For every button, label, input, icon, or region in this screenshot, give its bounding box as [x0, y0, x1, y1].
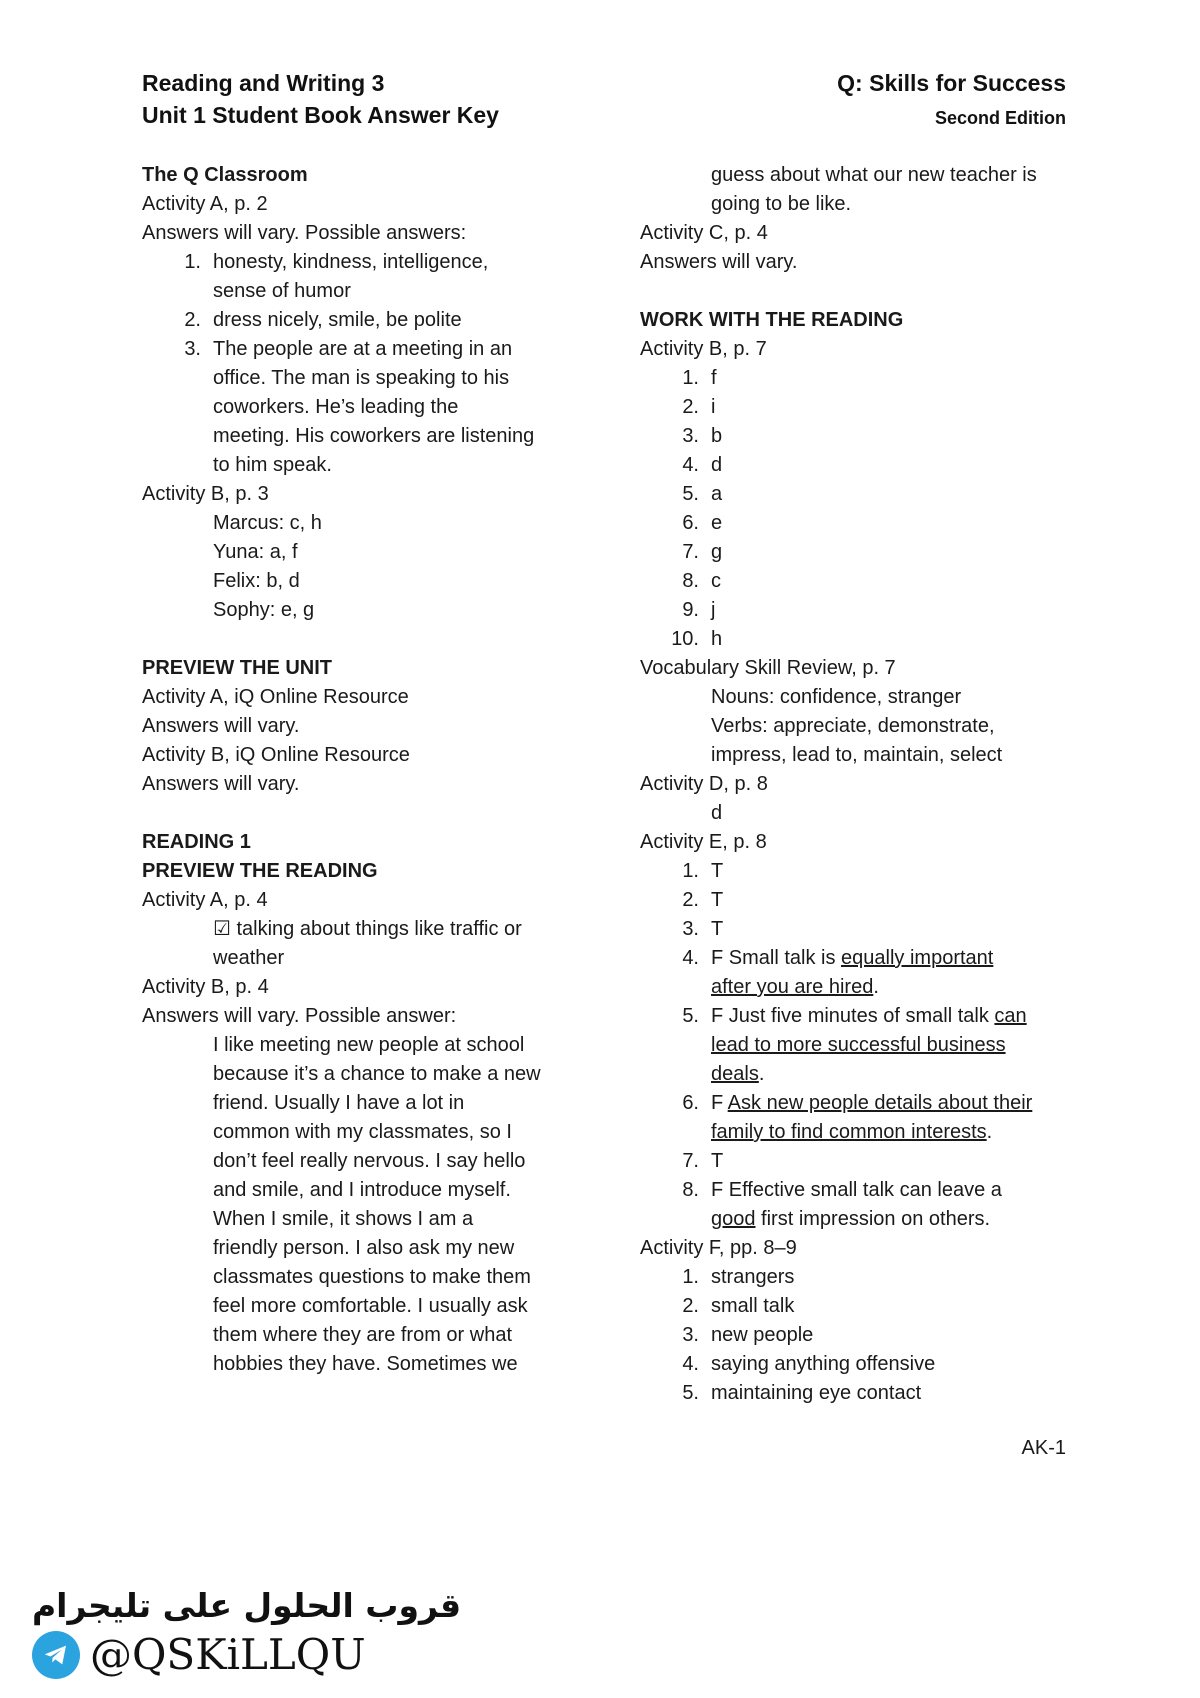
item-text: T [711, 860, 724, 882]
item-text: saying anything offensive [711, 1353, 936, 1375]
list-item [640, 1089, 1080, 1147]
watermark-handle-row [32, 1630, 366, 1679]
underlined-text: good [711, 1208, 756, 1230]
answer-line: and smile, and I introduce myself. [213, 1179, 511, 1201]
answer-line: going to be like. [711, 193, 852, 215]
header-title: Reading and Writing 3 [142, 70, 385, 96]
item-text: first impression on others. [755, 1208, 991, 1230]
item-text: F Small talk is [711, 947, 842, 969]
section-heading: PREVIEW THE READING [142, 860, 378, 882]
answer-line: Sophy: e, g [213, 599, 315, 621]
item-number: 4. [682, 1353, 699, 1375]
answer-intro: Answers will vary. Possible answers: [142, 222, 467, 244]
item-text: F Effective small talk can leave a [711, 1179, 1002, 1201]
answer-line: classmates questions to make them [213, 1266, 531, 1288]
item-number: 4. [682, 454, 699, 476]
answer-line: because it’s a chance to make a new [213, 1063, 541, 1085]
item-number: 4. [682, 947, 699, 969]
item-text: meeting. His coworkers are listening [213, 425, 535, 447]
item-number: 5. [682, 483, 699, 505]
telegram-handle: @QSKiLLQU [90, 1630, 366, 1679]
item-text: The people are at a meeting in an [213, 338, 513, 360]
answer-line: guess about what our new teacher is [711, 164, 1037, 186]
item-text: office. The man is speaking to his [213, 367, 510, 389]
item-number: 2. [682, 1295, 699, 1317]
list-item [640, 1002, 1080, 1089]
item-number: 3. [682, 1324, 699, 1346]
underlined-text: after you are hired [711, 976, 874, 998]
activity-label: Activity B, p. 7 [640, 338, 767, 360]
item-text: sense of humor [213, 280, 351, 302]
item-text: to him speak. [213, 454, 332, 476]
item-number: 1. [184, 251, 201, 273]
item-text: T [711, 889, 724, 911]
activity-label: Activity A, p. 2 [142, 193, 268, 215]
underlined-text: family to find common interests [711, 1121, 987, 1143]
list-item [640, 480, 1080, 509]
item-text: j [711, 599, 716, 621]
list-item [640, 625, 1080, 654]
section-heading: WORK WITH THE READING [640, 309, 904, 331]
list-item [640, 567, 1080, 596]
item-text: . [758, 1063, 765, 1085]
underlined-text: can [994, 1005, 1027, 1027]
watermark-arabic-text: قروب الحلول على تليجرام [32, 1586, 462, 1625]
item-text: F Just five minutes of small talk [711, 1005, 995, 1027]
list-item [640, 393, 1080, 422]
answer-line: I like meeting new people at school [213, 1034, 525, 1056]
item-number: 10. [671, 628, 699, 650]
list-item [640, 857, 1080, 886]
item-text: new people [711, 1324, 814, 1346]
item-number: 3. [682, 918, 699, 940]
item-text: b [711, 425, 723, 447]
underlined-text: deals [711, 1063, 759, 1085]
list-item [640, 1292, 1080, 1321]
item-text: h [711, 628, 723, 650]
list-item [640, 1350, 1080, 1379]
list-item [640, 1379, 1080, 1408]
list-item [640, 538, 1080, 567]
list-item [640, 364, 1080, 393]
activity-label: Activity D, p. 8 [640, 773, 768, 795]
item-text: e [711, 512, 723, 534]
answer-line: Nouns: confidence, stranger [711, 686, 962, 708]
item-text: strangers [711, 1266, 795, 1288]
item-number: 2. [682, 889, 699, 911]
item-number: 8. [682, 570, 699, 592]
answer-line: Felix: b, d [213, 570, 300, 592]
activity-label: Activity A, iQ Online Resource [142, 686, 409, 708]
item-number: 7. [682, 541, 699, 563]
item-number: 3. [682, 425, 699, 447]
edition-label: Second Edition [934, 108, 1066, 128]
item-number: 6. [682, 1092, 699, 1114]
right-column [640, 161, 1080, 1408]
item-number: 6. [682, 512, 699, 534]
activity-label: Activity C, p. 4 [640, 222, 768, 244]
item-number: 2. [184, 309, 201, 331]
answer-line: When I smile, it shows I am a [213, 1208, 474, 1230]
answer-line: Answers will vary. [142, 773, 300, 795]
item-text: maintaining eye contact [711, 1382, 922, 1404]
header-subtitle: Unit 1 Student Book Answer Key [142, 102, 499, 128]
item-number: 1. [682, 860, 699, 882]
item-number: 7. [682, 1150, 699, 1172]
telegram-icon [32, 1631, 80, 1679]
answer-intro: Answers will vary. Possible answer: [142, 1005, 457, 1027]
list-item [640, 596, 1080, 625]
list-item [640, 451, 1080, 480]
item-text: . [873, 976, 879, 998]
answer-line: common with my classmates, so I [213, 1121, 512, 1143]
item-number: 5. [682, 1382, 699, 1404]
item-number: 9. [682, 599, 699, 621]
answer-line: d [711, 802, 723, 824]
item-text: c [711, 570, 721, 592]
answer-line: Verbs: appreciate, demonstrate, [711, 715, 995, 737]
activity-label: Vocabulary Skill Review, p. 7 [640, 657, 896, 679]
activity-label: Activity F, pp. 8–9 [640, 1237, 797, 1259]
item-text: a [711, 483, 723, 505]
item-number: 8. [682, 1179, 699, 1201]
answer-line: impress, lead to, maintain, select [711, 744, 1003, 766]
page-number: AK-1 [1021, 1437, 1066, 1459]
answer-line: Answers will vary. [142, 715, 300, 737]
book-title: Q: Skills for Success [837, 70, 1066, 96]
activity-label: Activity B, iQ Online Resource [142, 744, 410, 766]
underlined-text: lead to more successful business [711, 1034, 1006, 1056]
item-text: dress nicely, smile, be polite [213, 309, 462, 331]
list-item [142, 248, 572, 306]
section-heading: The Q Classroom [142, 164, 308, 186]
activity-label: Activity A, p. 4 [142, 889, 268, 911]
left-column [142, 161, 572, 1379]
item-text: . [986, 1121, 993, 1143]
item-text: small talk [711, 1295, 795, 1317]
list-item [640, 509, 1080, 538]
item-number: 1. [682, 1266, 699, 1288]
item-text: g [711, 541, 723, 563]
answer-line: ☑ talking about things like traffic or [213, 918, 522, 940]
section-heading: PREVIEW THE UNIT [142, 657, 333, 679]
answer-line: don’t feel really nervous. I say hello [213, 1150, 526, 1172]
item-text: T [711, 918, 724, 940]
answer-line: friendly person. I also ask my new [213, 1237, 515, 1259]
activity-label: Activity B, p. 4 [142, 976, 269, 998]
item-number: 2. [682, 396, 699, 418]
item-text: d [711, 454, 723, 476]
answer-line: Yuna: a, f [213, 541, 298, 563]
list-item [142, 306, 572, 335]
underlined-text: equally important [841, 947, 994, 969]
answer-line: Answers will vary. [640, 251, 798, 273]
answer-line: feel more comfortable. I usually ask [213, 1295, 528, 1317]
item-number: 1. [682, 367, 699, 389]
list-item [142, 335, 572, 480]
answer-line: friend. Usually I have a lot in [213, 1092, 465, 1114]
answer-line: weather [213, 947, 285, 969]
item-number: 3. [184, 338, 201, 360]
item-text: honesty, kindness, intelligence, [213, 251, 489, 273]
list-item [640, 1321, 1080, 1350]
item-text: coworkers. He’s leading the [213, 396, 459, 418]
activity-label: Activity E, p. 8 [640, 831, 767, 853]
item-text: f [711, 367, 717, 389]
item-text: T [711, 1150, 724, 1172]
underlined-text: Ask new people details about their [727, 1092, 1033, 1114]
answer-line: hobbies they have. Sometimes we [213, 1353, 518, 1375]
list-item [640, 1147, 1080, 1176]
answer-line: Marcus: c, h [213, 512, 322, 534]
item-text: i [711, 396, 716, 418]
item-text: F [711, 1092, 728, 1114]
activity-label: Activity B, p. 3 [142, 483, 269, 505]
list-item [640, 1263, 1080, 1292]
list-item [640, 1176, 1080, 1234]
list-item [640, 886, 1080, 915]
list-item [640, 915, 1080, 944]
answer-line: them where they are from or what [213, 1324, 513, 1346]
section-heading: READING 1 [142, 831, 251, 853]
list-item [640, 944, 1080, 1002]
item-number: 5. [682, 1005, 699, 1027]
list-item [640, 422, 1080, 451]
